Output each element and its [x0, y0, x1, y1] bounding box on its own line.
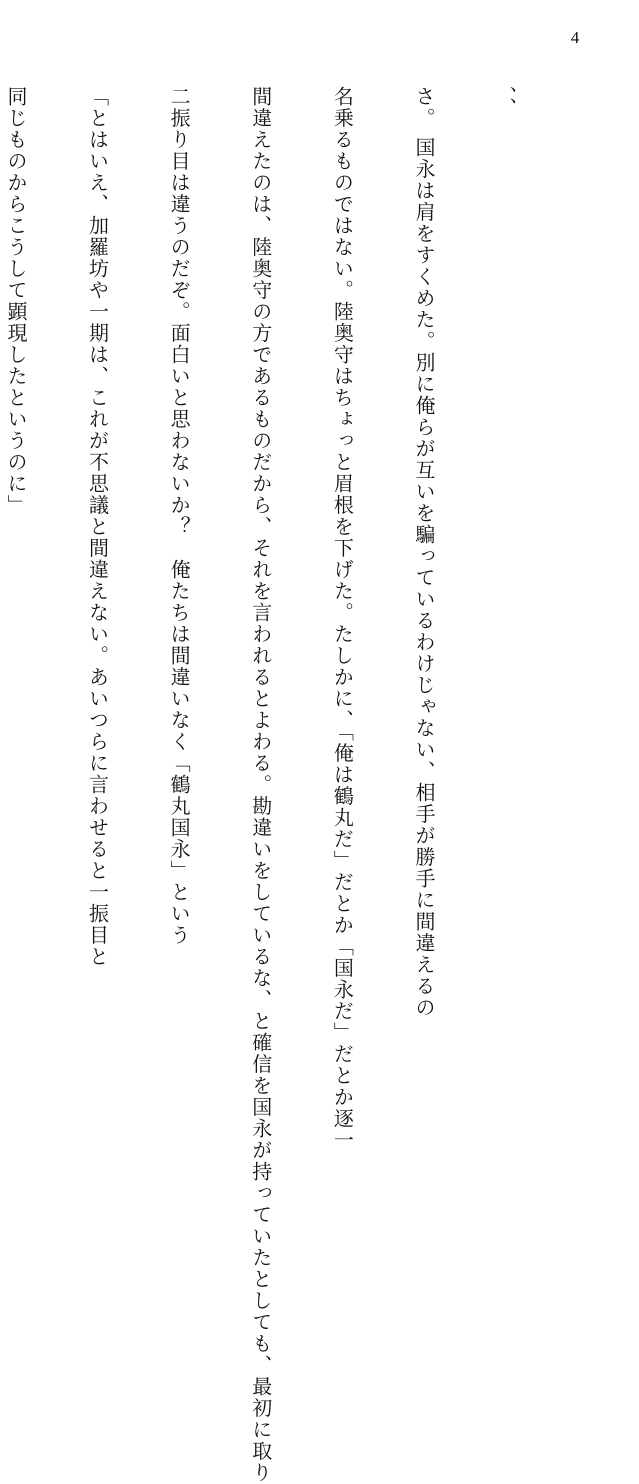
text-line: さ。 国永は肩をすくめた。別に俺らが互いを騙っているわけじゃない、相手が勝手に間違えるの: [411, 86, 436, 1019]
text-line: 二振り目は違うのだぞ。面白いと思わないか？ 俺たちは間違いなく「鶴丸国永」という: [167, 86, 192, 946]
text-line: 名乗るものではない。陸奥守はちょっと眉根を下げた。たしかに、「俺は鶴丸だ」だとか「国永だ」だとか逐一: [330, 86, 355, 1151]
page-number: 4: [570, 28, 580, 47]
text-line: 、、: [493, 86, 518, 119]
text-line: 同じものからこうして顕現したというのに」: [3, 86, 28, 516]
text-line: 「とはいえ、加羅坊や一期は、これが不思議と間違えない。あいつらに言わせると一振目と: [85, 86, 110, 968]
vertical-body-text: [0, 86, 573, 1484]
text-line: 間違えたのは、陸奥守の方であるものだから、それを言われるとよわる。勘違いをしているな、と確信を国永が持っていたとしても、最初に取り: [248, 86, 273, 1484]
